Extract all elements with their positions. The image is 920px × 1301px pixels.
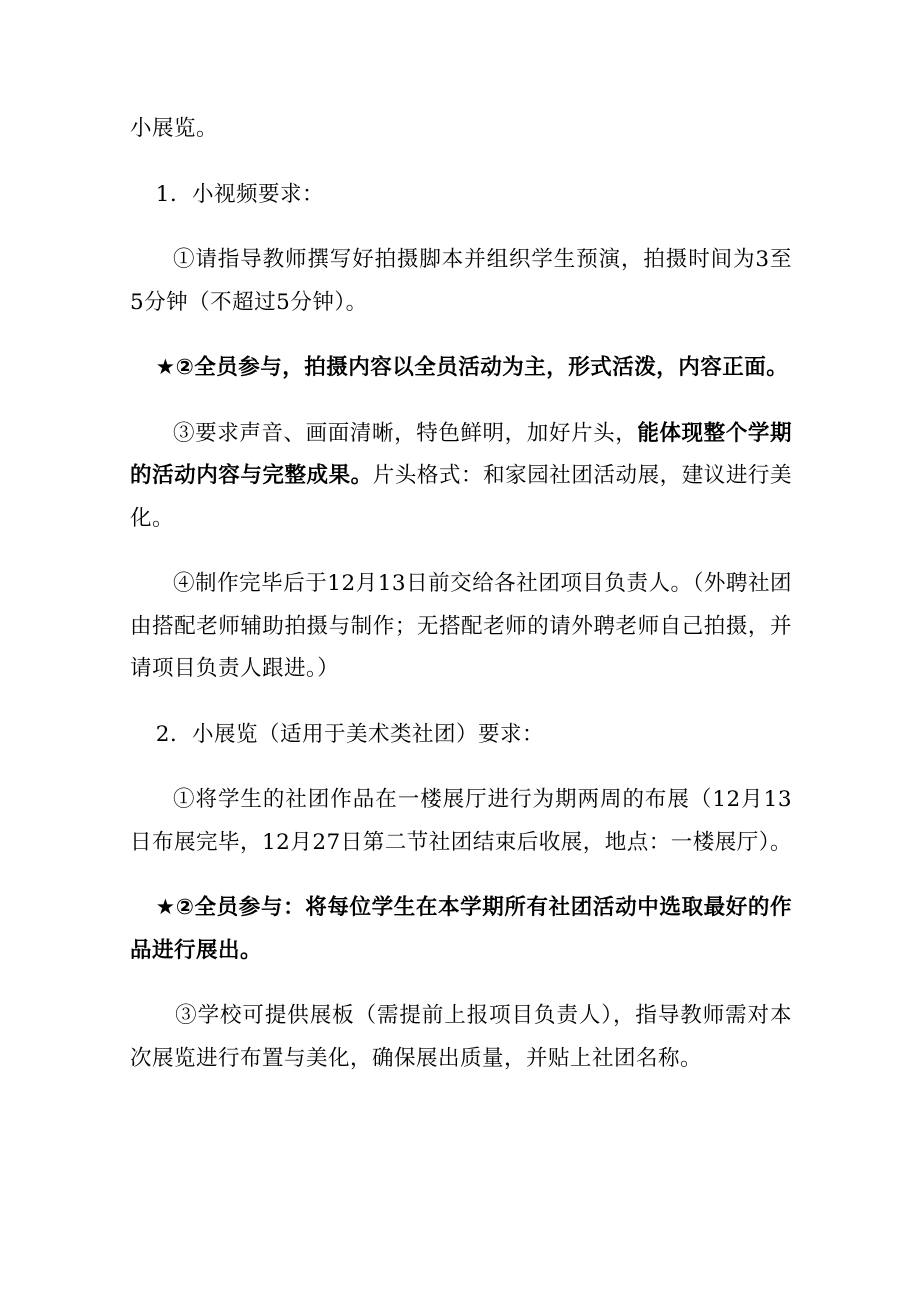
paragraph-exhibition-item-1: ①将学生的社团作品在一楼展厅进行为期两周的布展（12月13日布展完毕，12月27日第二节社团结束后收展，地点：一楼展厅）。 xyxy=(130,787,792,855)
section-heading-video: 1．小视频要求： xyxy=(155,181,324,207)
paragraph-exhibition-item-3: ③学校可提供展板（需提前上报项目负责人），指导教师需对本次展览进行布置与美化，确保展出质量，并贴上社团名称。 xyxy=(130,1003,792,1071)
paragraph-video-item-3 xyxy=(130,413,792,541)
video-item-3-text-a: ③要求声音、画面清晰，特色鲜明，加好片头， xyxy=(173,420,638,446)
paragraph-continuation: 小展览。 xyxy=(130,116,219,141)
paragraph-exhibition-item-2-bold: ★②全员参与：将每位学生在本学期所有社团活动中选取最好的作品进行展出。 xyxy=(130,895,792,963)
video-item-3-text-bold: 能体现整个学期的活动内容与完整成果。 xyxy=(130,420,792,488)
section-heading-exhibition: 2．小展览（适用于美术类社团）要求： xyxy=(155,721,544,747)
paragraph-video-item-2-bold: ★②全员参与，拍摄内容以全员活动为主，形式活泼，内容正面。 xyxy=(155,355,789,380)
paragraph-video-item-4: ④制作完毕后于12月13日前交给各社团项目负责人。（外聘社团由搭配老师辅助拍摄与制作；无搭配老师的请外聘老师自己拍摄，并请项目负责人跟进。） xyxy=(130,571,792,681)
paragraph-video-item-1: ①请指导教师撰写好拍摄脚本并组织学生预演，拍摄时间为3至5分钟（不超过5分钟）。 xyxy=(130,247,792,315)
video-item-3-text-c: 片头格式：和家园社团活动展，建议进行美化。 xyxy=(130,463,792,531)
